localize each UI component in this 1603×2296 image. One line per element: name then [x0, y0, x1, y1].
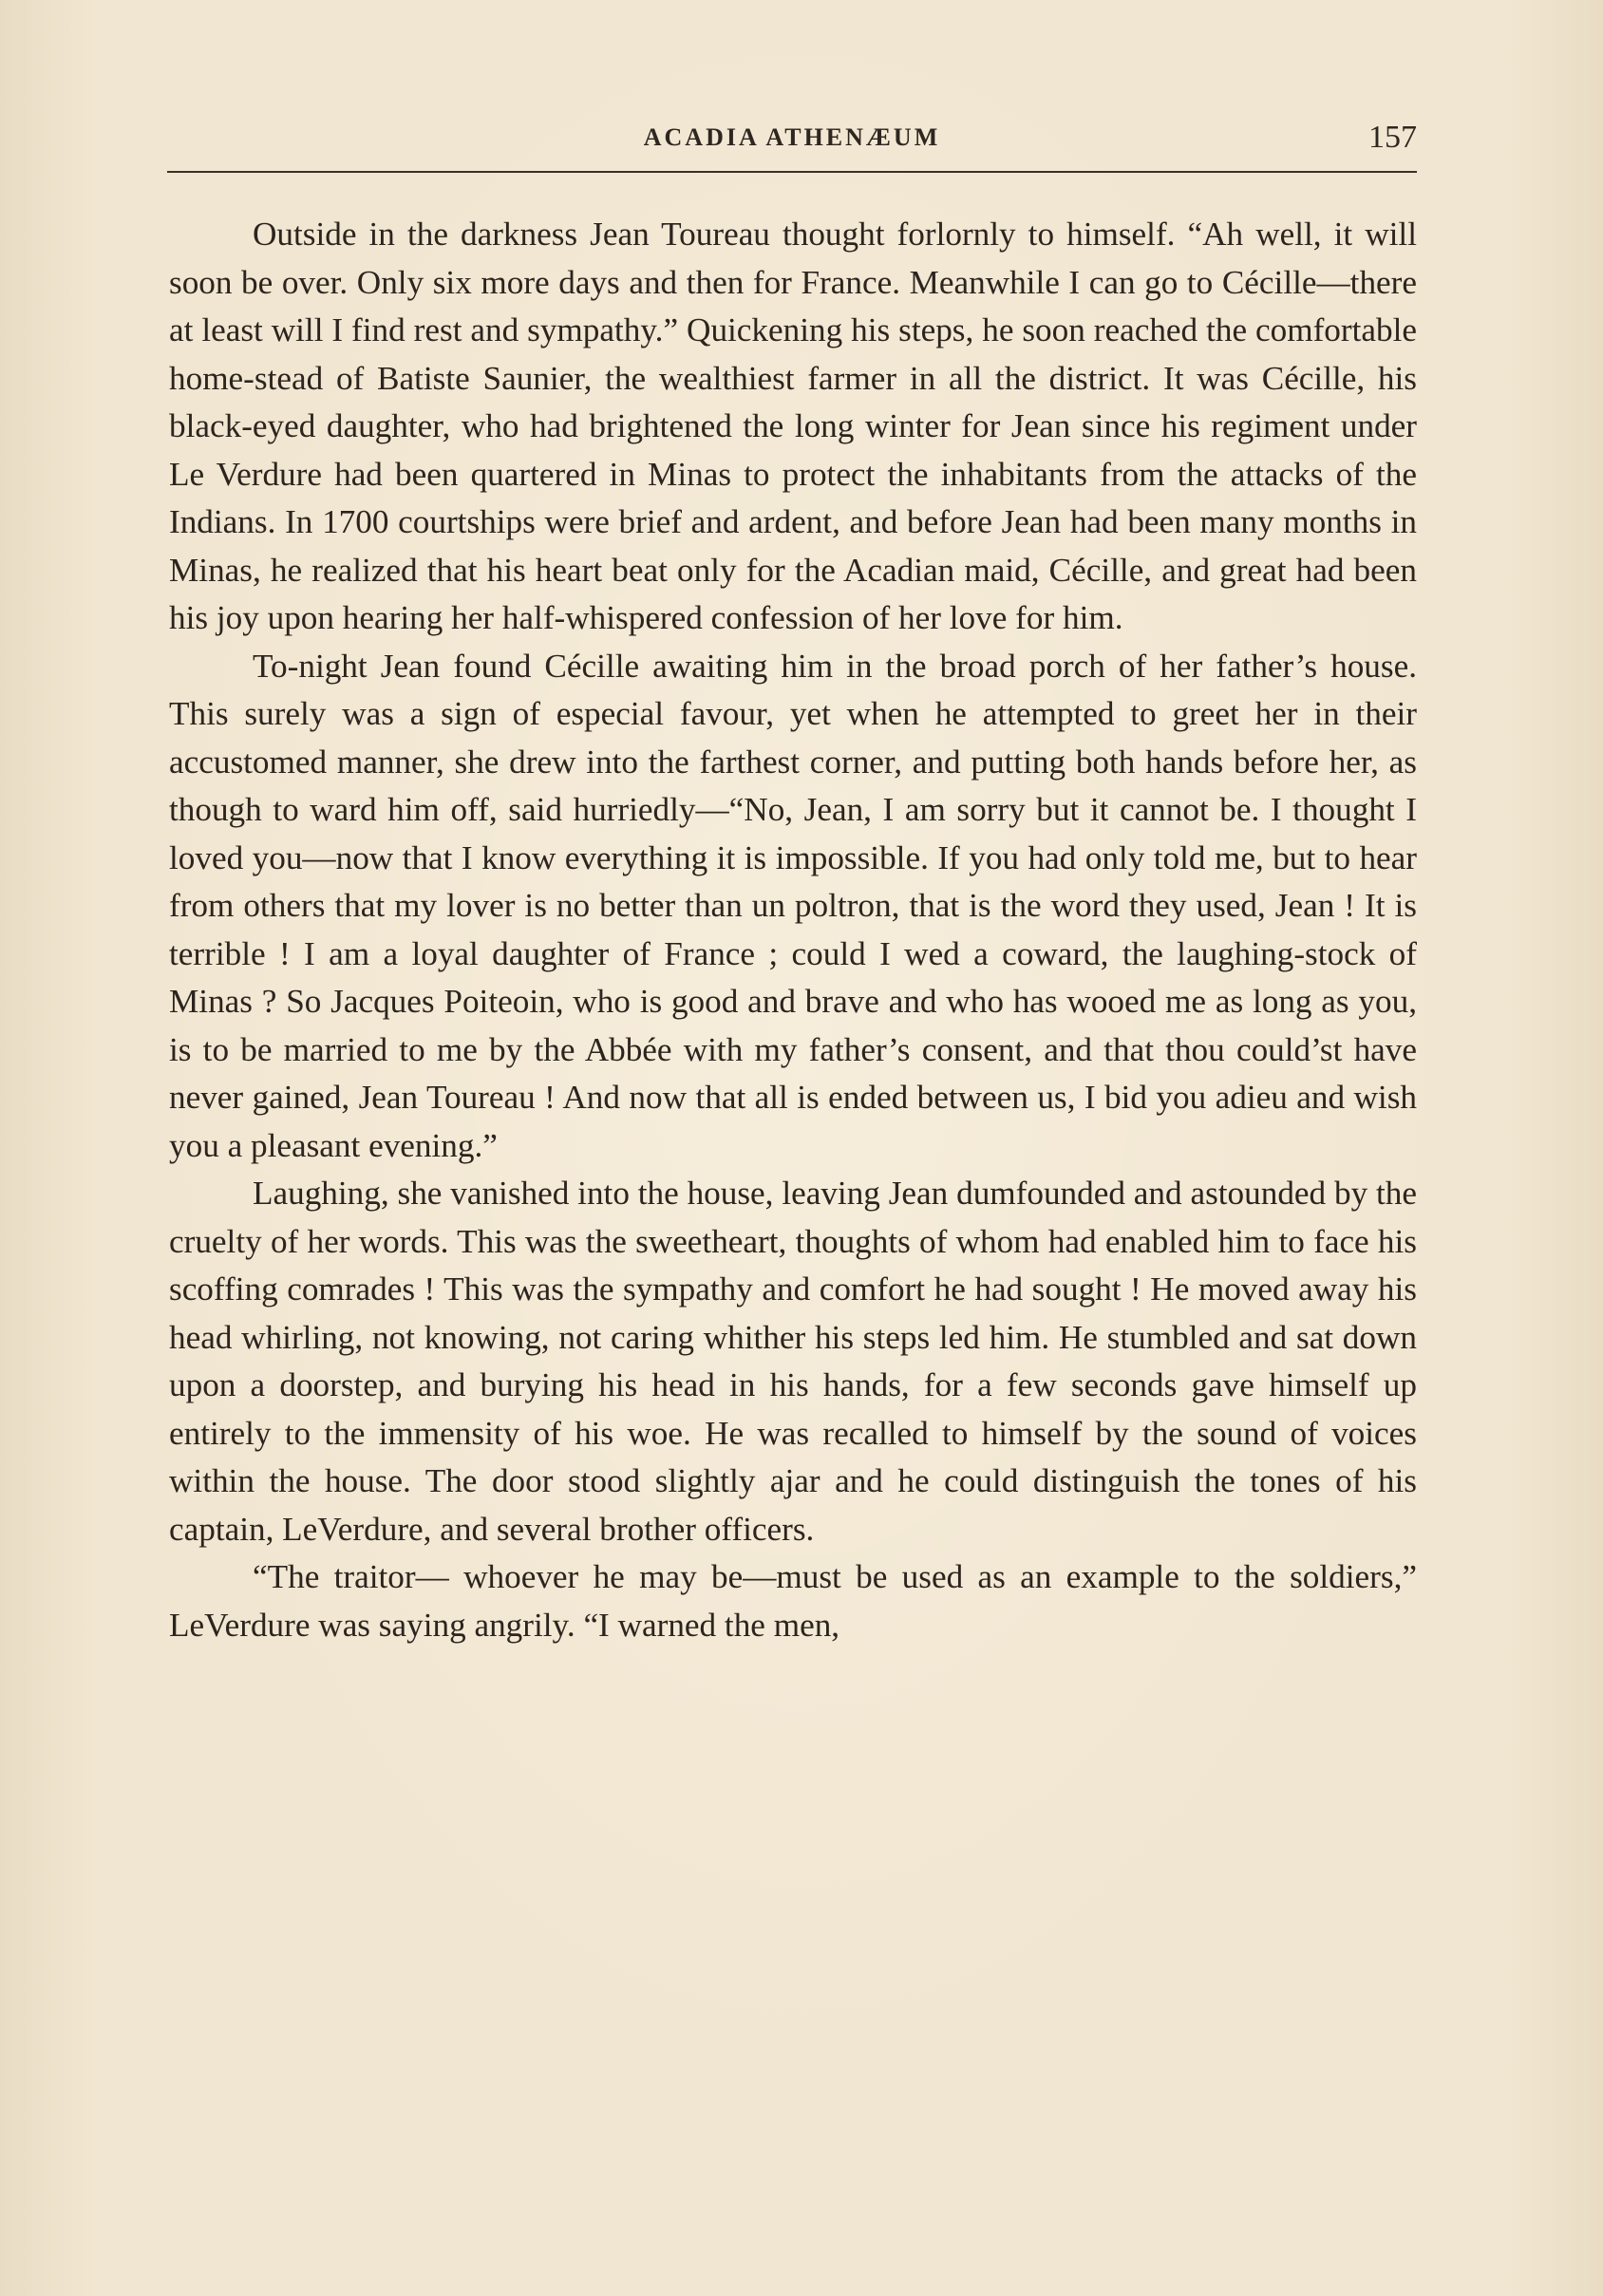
page-number: 157	[1368, 120, 1417, 155]
body-text	[169, 211, 1417, 1649]
paragraph: Laughing, she vanished into the house, leaving Jean dumfounded and astounded by the cruelty of her words. This was the sweetheart, thoughts of whom had enabled him to face his scoffing comrades ! This was the sympathy and comfort he had sought ! He moved away his head whirling, not knowing, not caring whither his steps led him. He stumbled and sat down upon a doorstep, and burying his head in his hands, for a few seconds gave himself up entirely to the immensity of his woe. He was recalled to himself by the sound of voices within the house. The door stood slightly ajar and he could distinguish the tones of his captain, LeVerdure, and several brother officers.	[169, 1175, 1417, 1548]
header-rule	[167, 171, 1417, 173]
paragraph: Outside in the darkness Jean Toureau thought forlornly to himself. “Ah well, it will soon be over. Only six more days and then for France. Meanwhile I can go to Cécille—there at least will I find rest and sympathy.” Quickening his steps, he soon reached the comfortable home-stead of Batiste Saunier, the wealthiest farmer in all the district. It was Cécille, his black-eyed daughter, who had brightened the long winter for Jean since his regiment under Le Verdure had been quartered in Minas to protect the inhabitants from the attacks of the Indians. In 1700 courtships were brief and ardent, and before Jean had been many months in Minas, he realized that his heart beat only for the Acadian maid, Cécille, and great had been his joy upon hearing her half-whispered confession of her love for him.	[169, 216, 1417, 636]
running-title: ACADIA ATHENÆUM	[643, 123, 941, 151]
paragraph: “The traitor— whoever he may be—must be used as an example to the soldiers,” LeVerdure was saying angrily. “I warned the men,	[169, 1558, 1417, 1644]
paragraph: To-night Jean found Cécille awaiting him in the broad porch of her father’s house. This surely was a sign of especial favour, yet when he attempted to greet her in their accustomed manner, she drew into the farthest corner, and putting both hands before her, as though to ward him off, said hurriedly—“No, Jean, I am sorry but it cannot be. I thought I loved you—now that I know everything it is impossible. If you had only told me, but to hear from others that my lover is no better than un poltron, that is the word they used, Jean ! It is terrible ! I am a loyal daughter of France ; could I wed a coward, the laughing-stock of Minas ? So Jacques Poiteoin, who is good and brave and who has wooed me as long as you, is to be married to me by the Abbée with my father’s consent, and that thou could’st have never gained, Jean Toureau ! And now that all is ended between us, I bid you adieu and wish you a pleasant evening.”	[169, 647, 1417, 1164]
running-head	[167, 120, 1417, 171]
